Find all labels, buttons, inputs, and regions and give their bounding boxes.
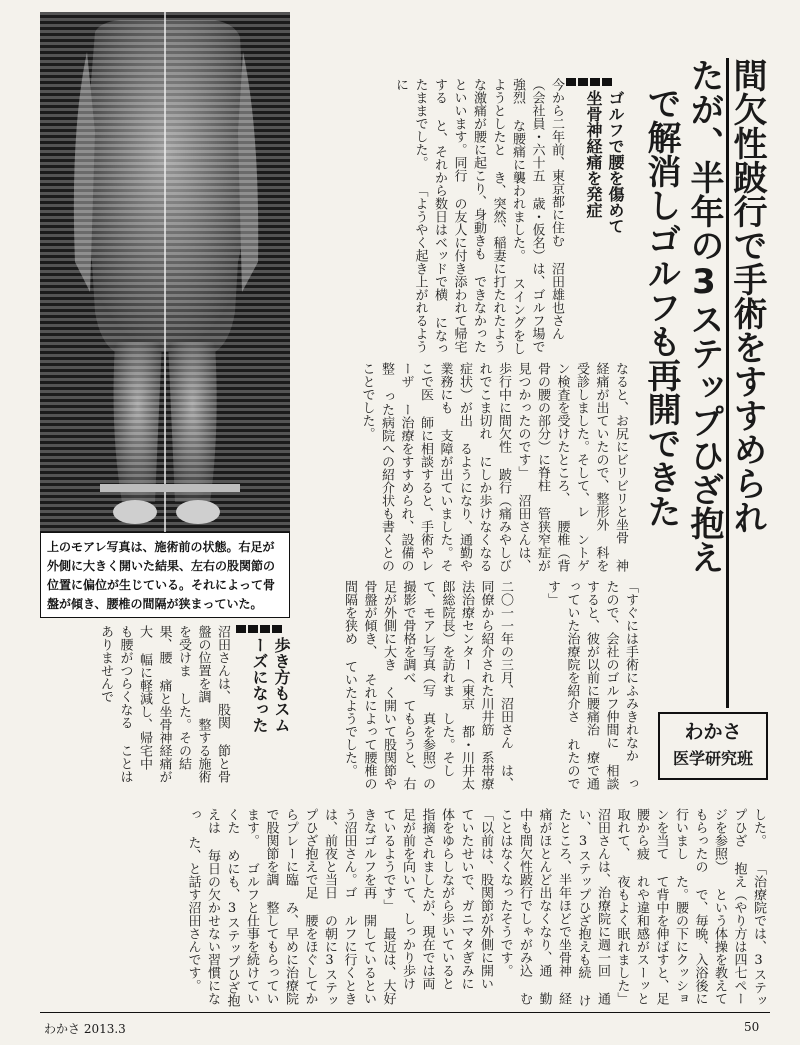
text-line: できなかったといいます。同行 [451,78,486,353]
section-1-heading-line-1: ゴルフで腰を傷めて [606,90,625,234]
text-line: 跛行（痛みやしびれでこま切れ [476,362,511,572]
text-line: の友人に付き添われて帰宅する [432,78,467,353]
footer-magazine-issue: わかさ 2013.3 [44,1022,126,1036]
text-line: 真を参照）の撮影で骨格を調べ [400,580,435,790]
section-marker-icon [566,78,616,86]
section-marker-icon [236,625,286,633]
text-line: ていたようでした。 [342,660,357,777]
headline-line-3: で解消しゴルフも再開できた [641,86,681,528]
text-line: 体をゆらしながら歩いていると [439,808,454,990]
body-text-lower [48,808,768,1008]
text-line: 抱え（やり方は四七ページを参照） [712,808,747,1005]
author-badge [658,712,768,780]
text-line: 沼田さんは、股関 [215,625,230,729]
section-2-heading-line-2: ーズになった [250,637,269,733]
text-line: も腰がつらくなる [117,625,133,729]
text-line: 整してもらっています。 [244,808,279,1005]
text-line: 「ようやく起き上がれるように [393,78,428,353]
text-line: ントゲン検査を受けたところ、 [554,362,589,572]
text-line: にしか歩けなくなる症状）が出 [457,362,492,572]
text-line: ったので、会社のゴルフ仲間に [603,580,638,790]
text-line: った病院への紹介状も書くとの [379,390,394,572]
text-line: 支障が出ていました。そこで医 [418,362,453,572]
body-text-middle-quote [520,580,640,795]
text-line: 毎日の欠かせない習慣になっ [185,808,220,1005]
text-line: した。そして、モアレ写真（写 [420,580,455,777]
text-line: 痛と坐骨神経痛が大 [137,625,172,783]
text-line: で、毎晩、入浴後に行いまし [673,808,708,1005]
text-line: むことはなくなったそうです。 [497,808,532,1005]
text-line: ていたせいで、ガニマタぎみに [458,808,474,990]
text-line: になったままでした。 [412,78,447,355]
text-line: 整する施術を受けま [176,625,211,783]
section-2-heading-line-1: 歩き方もスム [272,637,291,733]
text-line: ことでした。 [359,362,375,440]
text-line: 開しているという沼田さん。ゴ [341,808,376,1005]
text-line: な腰痛に襲われました。 [510,119,525,262]
text-line: 勤中も間欠性跛行でしゃがみ込 [517,808,552,1005]
text-line: 二〇一一年の三月、沼田さん [498,580,513,749]
text-line: スイングをしようとしたと [490,78,525,355]
text-line: ているようです」 [380,808,396,912]
text-line: るようになり、通勤や業務にも [437,362,472,572]
text-line: めにも、3ステップひざ抱えは [205,808,240,1007]
text-line: 夜もよく眠れました」 [614,875,630,1005]
text-line: 沼田さんは、治療院に週一回 [595,808,610,977]
section-1-heading-line-2: 坐骨神経痛を発症 [584,90,603,218]
text-line: 「以前は、股関節が外側に開い [478,808,493,990]
badge-line-2: 医学研究班 [672,749,753,768]
text-line: 通い、3ステップひざ抱えも続 [575,808,610,1005]
body-text-middle-left [56,625,232,795]
text-line: ゴルフと仕事を続けていくた [224,808,259,1005]
text-line: く開いて股関節や骨盤が傾き、 [361,580,396,790]
moire-photo [40,12,290,532]
photo-caption: 上のモアレ写真は、施術前の状態。右足が外側に大きく開いた結果、左右の股関節の位置に偏位が生じている。それによって骨盤が傾き、腰椎の間隔が狭まっていた。 [40,532,290,618]
text-line: れや違和感がスーッと取れて、 [614,808,649,1005]
text-line: 幅に軽減し、帰宅中 [137,653,152,770]
page-number: 50 [744,1020,760,1034]
text-line: 沼田雄也さん（会社員・六十五 [529,78,564,340]
text-line: した。 [751,808,766,847]
text-line: けたところ、半年ほどで坐骨神 [556,808,591,1007]
text-line: 科を受診しました。そして、レ [574,362,609,572]
body-text-upper-lower [300,362,630,577]
text-line: 師に相談すると、手術やレーザ [398,362,433,572]
text-line: てもらうと、右足が外側に大き [381,580,416,790]
text-line: て背中を伸ばすと、足腰から疲 [634,808,669,1005]
moire-figure-graphic [40,12,290,532]
text-line: 管狭窄症が見つかったのです」 [515,362,550,572]
text-line: 都・川井太郎総院長）を訪れま [439,580,474,790]
badge-line-1: わかさ [684,721,742,743]
text-line: は、同僚から紹介された川井筋 [478,580,513,790]
text-line: な激痛が腰に起こり、身動きも [471,78,486,260]
text-line: 指摘されましたが、現在では両 [419,808,435,990]
text-line: ルフに行くときは、前夜と当日 [322,808,357,1005]
text-line: 節と骨盤の位置を調 [195,625,230,783]
text-line: 沼田さんは、歩行中に間欠性 [496,362,531,572]
text-line: ー治療をすすめられ、設備の整 [379,362,414,572]
text-line: という体操を教えてもらったの [692,808,727,1005]
text-line: 「すぐには手術にふみきれなか [623,580,638,762]
text-line: き、突然、稲妻に打たれたよう [490,171,506,353]
text-line: 経痛がほとんど出なくなり、通 [536,808,571,1005]
body-text-middle-center [300,580,515,795]
text-line: と、それから数日はベッドで横 [432,119,447,301]
text-line: み、早めに治療院で股関節を調 [263,808,298,1005]
headline-line-2: たが、半年の3ステップひざ抱え [680,58,729,708]
text-line: 腰椎（背骨の腰の部分）に脊柱 [535,362,570,572]
text-line: た。腰の下にクッションを当て [653,808,688,1005]
text-line: 腰をほぐしてからプレーに臨 [283,808,318,1005]
text-line: 相談すると、彼が以前に腰痛治 [584,580,619,790]
text-line: した。その結果、腰 [156,625,191,770]
text-line: れたのです」 [545,580,580,790]
text-line: 「治療院では、3ステップひざ [731,808,766,1007]
headline-line-1: 間欠性跛行で手術をすすめられ [727,58,767,534]
section-1-heading [566,78,626,270]
text-line: それによって腰椎の間隔を狭め [342,580,377,790]
text-line: ことはありませんで [98,625,133,783]
upper-paragraph-1: 今から二年前、東京都に住む [549,78,564,247]
text-line: た、と話す沼田さんです。 [185,836,201,992]
text-line: の朝に3ステップひざ抱えで足 [302,808,337,1007]
text-line: 歳・仮名）は、ゴルフ場で強烈 [510,78,545,353]
body-text-upper-right [300,78,566,358]
text-line: 最近は、大好きなゴルフを再 [361,808,396,1005]
text-line: 足が前を向いて、しっかり歩け [400,808,415,990]
text-line: 系帯療法治療センター（東京 [459,580,494,790]
text-line: 療で通っていた治療院を紹介さ [564,580,599,790]
section-2-heading [236,625,292,772]
footer-rule [40,1012,770,1013]
text-line: なると、お尻にビリビリと坐骨 [613,362,628,544]
text-line: 神経痛が出ていたので、整形外 [593,362,628,572]
